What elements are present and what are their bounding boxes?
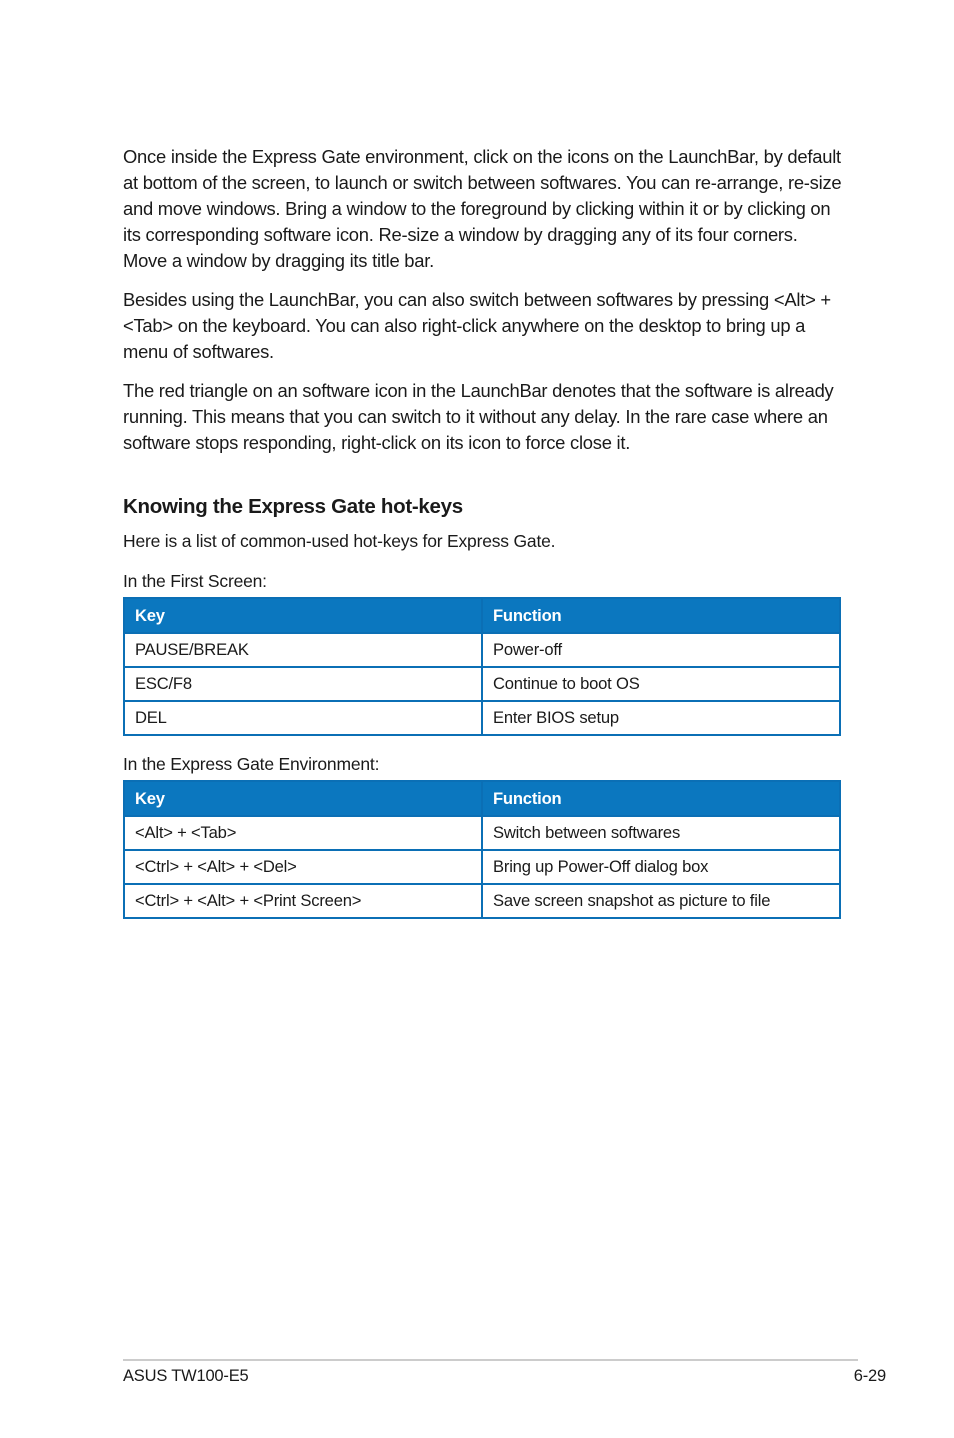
cell-function: Enter BIOS setup (482, 701, 840, 735)
footer-divider (123, 1359, 858, 1361)
first-screen-caption: In the First Screen: (123, 571, 267, 591)
express-gate-hotkeys-table (123, 780, 841, 919)
cell-function: Save screen snapshot as picture to file (482, 884, 840, 918)
table-row (124, 701, 840, 735)
header-function: Function (482, 598, 840, 633)
footer-product-name: ASUS TW100-E5 (123, 1367, 249, 1385)
footer-page-number: 6-29 (853, 1367, 886, 1385)
section-heading: Knowing the Express Gate hot-keys (123, 495, 463, 518)
cell-key: DEL (124, 701, 482, 735)
cell-key: <Alt> + <Tab> (124, 816, 482, 850)
table-header-row (124, 781, 840, 816)
table-row (124, 816, 840, 850)
cell-function: Power-off (482, 633, 840, 667)
table-row (124, 850, 840, 884)
cell-key: <Ctrl> + <Alt> + <Print Screen> (124, 884, 482, 918)
table-row (124, 667, 840, 701)
table-row (124, 633, 840, 667)
header-key: Key (124, 781, 482, 816)
express-gate-caption: In the Express Gate Environment: (123, 754, 380, 774)
cell-function: Continue to boot OS (482, 667, 840, 701)
header-key: Key (124, 598, 482, 633)
paragraph-launchbar: Once inside the Express Gate environment, click on the icons on the LaunchBar, by default at bottom of the screen, to launch or switch between softwares. You can re-arrange, re-size and move windows. Bring a window to the foreground by clicking within it or by clicking on its corresponding software icon. Re-size a window by dragging any of its four corners. Move a window by dragging its title bar. (123, 146, 842, 271)
first-screen-hotkeys-table (123, 597, 841, 736)
cell-function: Switch between softwares (482, 816, 840, 850)
paragraph-alt-tab: Besides using the LaunchBar, you can also switch between softwares by pressing <Alt> +<Tab> on the keyboard. You can also right-click anywhere on the desktop to bring up a menu of softwares. (123, 289, 831, 362)
cell-function: Bring up Power-Off dialog box (482, 850, 840, 884)
cell-key: <Ctrl> + <Alt> + <Del> (124, 850, 482, 884)
cell-key: PAUSE/BREAK (124, 633, 482, 667)
table-row (124, 884, 840, 918)
cell-key: ESC/F8 (124, 667, 482, 701)
document-page (123, 144, 843, 934)
table-header-row (124, 598, 840, 633)
header-function: Function (482, 781, 840, 816)
paragraph-red-triangle: The red triangle on an software icon in the LaunchBar denotes that the software is already running. This means that you can switch to it without any delay. In the rare case where an software stops responding, right-click on its icon to force close it. (123, 380, 834, 453)
section-intro: Here is a list of common-used hot-keys for Express Gate. (123, 531, 556, 551)
